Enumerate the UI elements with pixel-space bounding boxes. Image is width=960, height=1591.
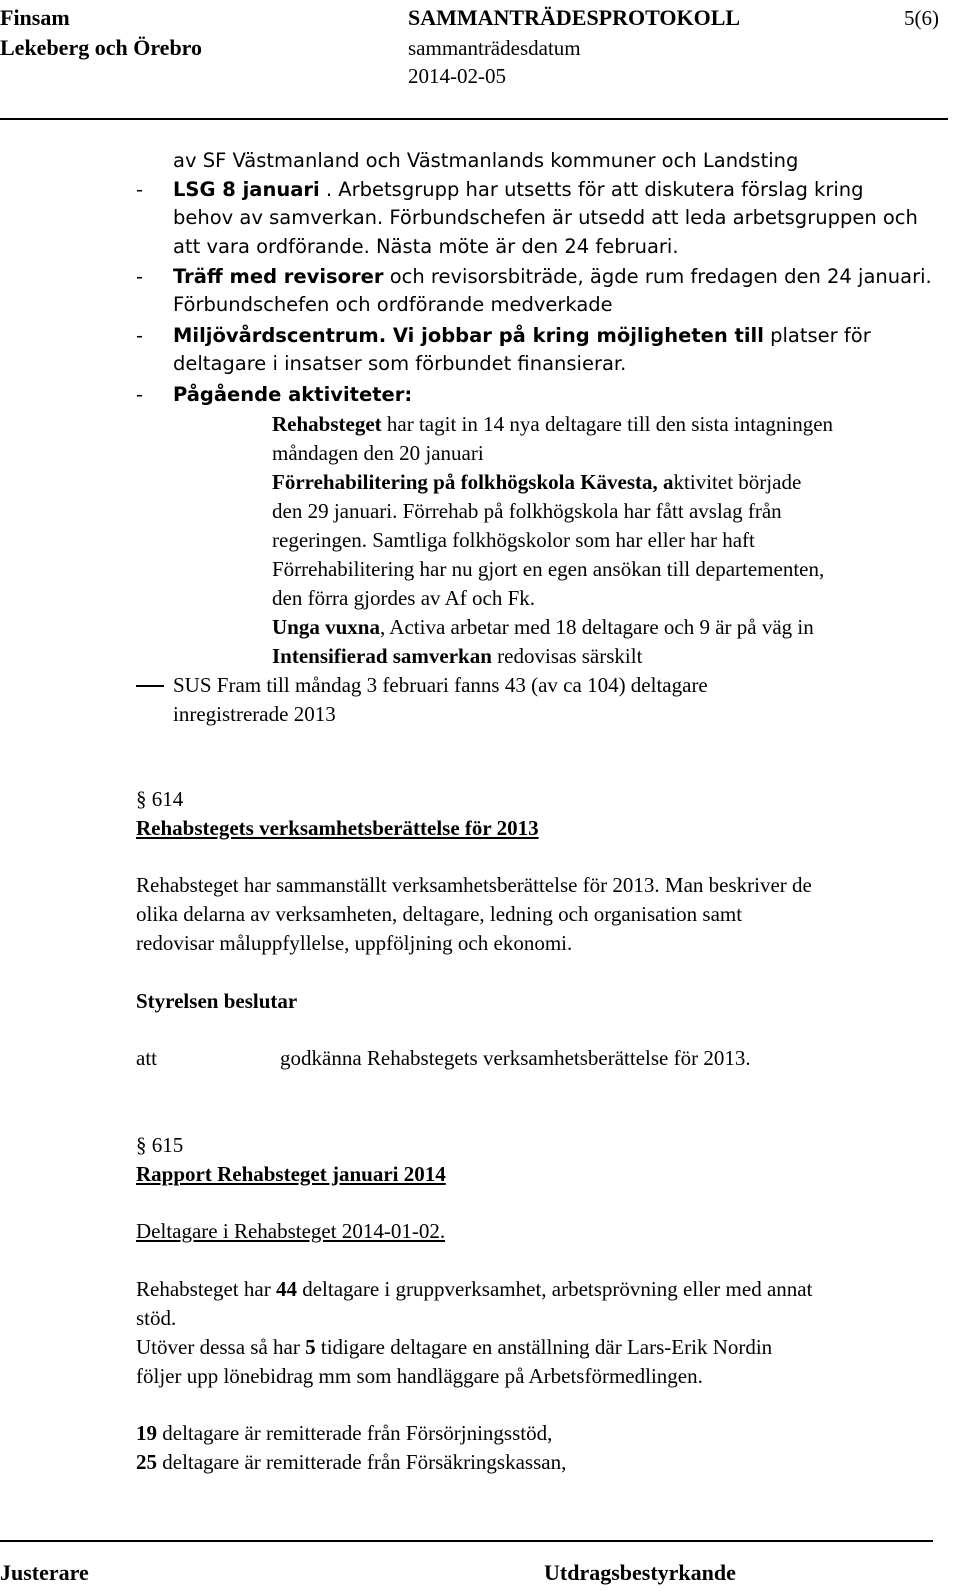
bullet-dash: - — [136, 265, 144, 288]
activity-item: Rehabsteget har tagit in 14 nya deltagare till den sista intagningen — [272, 412, 834, 436]
list-item: Träff med revisorer och revisorsbiträde, ägde rum fredagen den 24 januari. — [173, 265, 932, 288]
footer-utdragsbestyrkande: Utdragsbestyrkande — [544, 1560, 736, 1585]
list-text-line: att vara ordförande. Nästa möte är den 24 februari. — [173, 235, 679, 258]
bullet-dash: - — [136, 324, 144, 347]
activity-text-line: Förrehabilitering har nu gjort en egen ansökan till departementen, — [272, 557, 825, 581]
document-title: SAMMANTRÄDESPROTOKOLL — [408, 5, 741, 30]
activity-text-line: regeringen. Samtliga folkhögskolor som har eller har haft — [272, 528, 755, 552]
subheading: Deltagare i Rehabsteget 2014-01-02. — [136, 1219, 446, 1243]
footer-divider — [0, 1540, 933, 1542]
list-item — [173, 384, 412, 406]
decision-att: att — [136, 1046, 157, 1070]
list-item: Miljövårdscentrum. Vi jobbar på kring möjligheten till platser för — [173, 324, 871, 347]
activity-text-line: inregistrerade 2013 — [173, 702, 336, 726]
bullet-dash: - — [136, 383, 144, 406]
footer-justerare: Justerare — [0, 1560, 89, 1585]
section-number: § 614 — [136, 787, 184, 811]
list-text-line: av SF Västmanland och Västmanlands kommuner och Landsting — [173, 149, 799, 172]
paragraph-line: Utöver dessa så har 5 tidigare deltagare en anställning där Lars-Erik Nordin — [136, 1335, 773, 1359]
decision-text: godkänna Rehabstegets verksamhetsberättelse för 2013. — [280, 1046, 751, 1070]
section-title: Rapport Rehabsteget januari 2014 — [136, 1162, 446, 1186]
paragraph-line: olika delarna av verksamheten, deltagare, ledning och organisation samt — [136, 902, 743, 926]
paragraph-line: stöd. — [136, 1306, 177, 1330]
list-text-line: Förbundschefen och ordförande medverkade — [173, 293, 613, 316]
list-text-line: deltagare i insatser som förbundet finansierar. — [173, 352, 627, 375]
bullet-long-dash — [136, 685, 164, 687]
activity-item: Intensifierad samverkan redovisas särskilt — [272, 644, 643, 668]
meeting-date-label: sammanträdesdatum — [408, 36, 581, 60]
list-item-bold: Pågående aktiviteter: — [173, 383, 413, 406]
paragraph-line: följer upp lönebidrag mm som handläggare på Arbetsförmedlingen. — [136, 1364, 703, 1388]
section-title: Rehabstegets verksamhetsberättelse för 2013 — [136, 816, 539, 840]
list-text-line: behov av samverkan. Förbundschefen är utsedd att leda arbetsgruppen och — [173, 206, 918, 229]
list-item-bold: LSG 8 januari — [173, 178, 320, 201]
paragraph-line: 25 deltagare är remitterade från Försäkringskassan, — [136, 1450, 567, 1474]
activity-item: Unga vuxna, Activa arbetar med 18 deltagare och 9 är på väg in — [272, 615, 814, 639]
paragraph-line: Rehabsteget har 44 deltagare i gruppverksamhet, arbetsprövning eller med annat — [136, 1277, 813, 1301]
bullet-dash: - — [136, 178, 144, 201]
activity-text-line: den 29 januari. Förrehab på folkhögskola har fått avslag från — [272, 499, 782, 523]
activity-item: Förrehabilitering på folkhögskola Kävesta, aktivitet började — [272, 470, 802, 494]
section-number: § 615 — [136, 1133, 184, 1157]
paragraph-line: Rehabsteget har sammanställt verksamhetsberättelse för 2013. Man beskriver de — [136, 873, 812, 897]
paragraph-line: 19 deltagare är remitterade från Försörjningsstöd, — [136, 1421, 553, 1445]
org-name-line2: Lekeberg och Örebro — [0, 35, 203, 60]
org-name: Finsam — [0, 5, 70, 30]
list-item: LSG 8 januari . Arbetsgrupp har utsetts för att diskutera förslag kring — [173, 178, 864, 201]
activity-text-line: måndagen den 20 januari — [272, 441, 484, 465]
activity-text-line: SUS Fram till måndag 3 februari fanns 43 (av ca 104) deltagare — [173, 673, 708, 697]
list-item-bold: Träff med revisorer — [173, 265, 384, 288]
decision-heading: Styrelsen beslutar — [136, 989, 298, 1013]
header-divider — [0, 118, 948, 120]
page-number: 5(6) — [904, 6, 939, 30]
list-item-bold: Miljövårdscentrum. Vi jobbar på kring möjligheten till — [173, 324, 764, 347]
activity-text-line: den förra gjordes av Af och Fk. — [272, 586, 536, 610]
paragraph-line: redovisar måluppfyllelse, uppföljning och ekonomi. — [136, 931, 573, 955]
meeting-date: 2014-02-05 — [408, 64, 506, 88]
